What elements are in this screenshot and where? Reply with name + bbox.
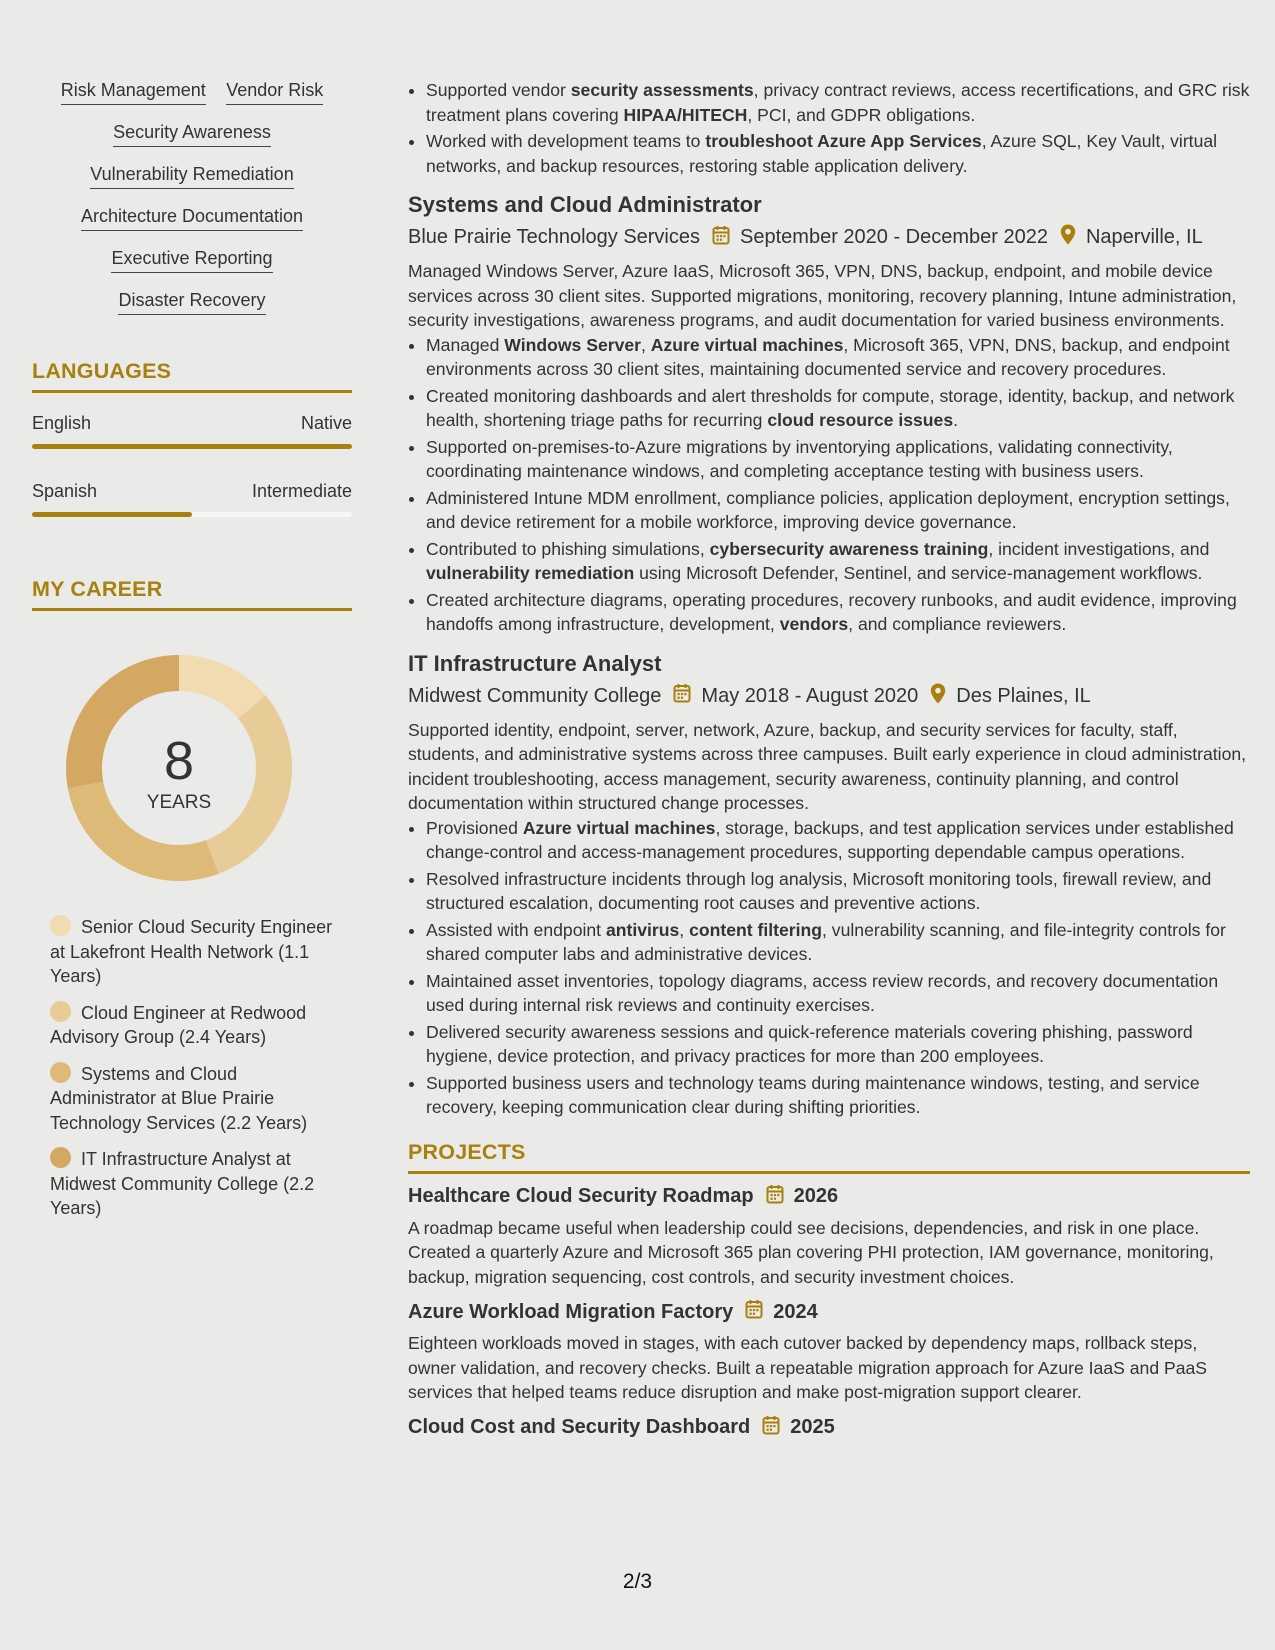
bullet-item: • Administered Intune MDM enrollment, compliance policies, application deployment, encryption settings, and device retirement for a mobile workforce, improving device governance. xyxy=(426,486,1250,535)
projects-heading: PROJECTS xyxy=(408,1140,1250,1174)
project-entry xyxy=(408,1184,1250,1290)
skill-tag: Vendor Risk xyxy=(226,80,323,105)
bullet-item: • Supported on-premises-to-Azure migrations by inventorying applications, validating connectivity, coordinating maintenance windows, and completing acceptance testing with business users. xyxy=(426,435,1250,484)
career-donut-chart xyxy=(66,655,292,881)
skill-row xyxy=(32,206,352,231)
job-dates: September 2020 - December 2022 xyxy=(740,226,1048,248)
language-bar-fill xyxy=(32,512,192,517)
language-level: Native xyxy=(300,413,352,433)
language-name: Spanish xyxy=(32,481,98,501)
language-bar xyxy=(32,512,352,517)
languages-heading: LANGUAGES xyxy=(32,359,352,393)
legend-swatch xyxy=(50,915,71,936)
job-location: Naperville, IL xyxy=(1085,226,1203,248)
bullet-item: • Provisioned Azure virtual machines, storage, backups, and test application services under established change-control and access-management procedures, supporting dependable campus operations. xyxy=(426,816,1250,865)
legend-item xyxy=(50,915,340,989)
language-item xyxy=(32,481,352,517)
career-total-unit: YEARS xyxy=(146,792,212,813)
calendar-icon xyxy=(673,683,691,709)
job-bullets xyxy=(408,333,1250,637)
bullet-item: • Resolved infrastructure incidents through log analysis, Microsoft monitoring tools, firewall review, and structured escalation, documenting root causes and preventive actions. xyxy=(426,867,1250,916)
project-year: 2024 xyxy=(773,1300,818,1323)
job-summary: Supported identity, endpoint, server, network, Azure, backup, and security services for faculty, staff, students, and administrative systems across three campuses. Built early experience in cloud administration, incident troubleshooting, access management, security awareness, continuity planning, and control documentation within structured change processes. xyxy=(408,719,1247,813)
skill-tag: Security Awareness xyxy=(113,122,271,147)
legend-swatch xyxy=(50,1001,71,1022)
skill-row xyxy=(32,80,352,105)
language-level: Intermediate xyxy=(251,481,352,501)
page-number: 2/3 xyxy=(622,1570,653,1593)
legend-item xyxy=(50,1147,340,1221)
legend-swatch xyxy=(50,1062,71,1083)
job-summary: Managed Windows Server, Azure IaaS, Microsoft 365, VPN, DNS, backup, endpoint, and mobile device services across 30 client sites. Supported migrations, monitoring, recovery planning, Intune administration, security investigations, awareness programs, and audit documentation for varied business environments. xyxy=(408,261,1237,330)
project-name: Healthcare Cloud Security Roadmap xyxy=(408,1185,754,1207)
legend-label: Cloud Engineer at Redwood Advisory Group (2.4 Years) xyxy=(50,1002,307,1047)
project-title-row xyxy=(408,1415,1250,1441)
skill-tag: Executive Reporting xyxy=(111,248,272,273)
skill-tag: Vulnerability Remediation xyxy=(90,164,293,189)
career-heading: MY CAREER xyxy=(32,577,352,611)
bullet-item: • Maintained asset inventories, topology diagrams, access review records, and recovery documentation used during internal risk reviews and continuity exercises. xyxy=(426,969,1250,1018)
job-location: Des Plaines, IL xyxy=(956,684,1091,707)
bullet-item: • Assisted with endpoint antivirus, content filtering, vulnerability scanning, and file-integrity controls for shared computer labs and administrative devices. xyxy=(426,918,1250,967)
bullet-item: • Managed Windows Server, Azure virtual machines, Microsoft 365, VPN, DNS, backup, and endpoint environments across 30 client sites, maintaining documented service and recovery procedures. xyxy=(426,333,1250,382)
skills-list xyxy=(32,80,352,315)
career-total-number: 8 xyxy=(163,731,195,791)
legend-item xyxy=(50,1062,340,1136)
legend-swatch xyxy=(50,1147,71,1168)
legend-item xyxy=(50,1001,340,1050)
legend-label: Senior Cloud Security Engineer at Lakefront Health Network (1.1 Years) xyxy=(50,917,333,986)
project-year: 2025 xyxy=(790,1416,835,1438)
language-bar-fill xyxy=(32,444,352,449)
project-description: A roadmap became useful when leadership could see decisions, dependencies, and risk in one place. Created a quarterly Azure and Microsoft 365 plan covering PHI protection, IAM governance, monitoring, backup, migration sequencing, cost controls, and security investment choices. xyxy=(408,1217,1214,1287)
bullet-item: • Supported vendor security assessments, privacy contract reviews, access recertifications, and GRC risk treatment plans covering HIPAA/HITECH, PCI, and GDPR obligations. xyxy=(426,78,1250,127)
project-title-row xyxy=(408,1299,1250,1325)
map-pin-icon xyxy=(930,683,946,710)
project-title-row xyxy=(408,1184,1250,1210)
skill-row xyxy=(32,122,352,147)
right-column xyxy=(408,78,1250,1441)
donut-segment-1 xyxy=(206,696,292,874)
donut-segment-3 xyxy=(66,655,179,788)
legend-label: Systems and Cloud Administrator at Blue Prairie Technology Services (2.2 Years) xyxy=(50,1063,308,1133)
job-dates: May 2018 - August 2020 xyxy=(701,684,919,707)
legend-label: IT Infrastructure Analyst at Midwest Community College (2.2 Years) xyxy=(50,1149,315,1218)
job-meta xyxy=(408,224,1250,251)
job-bullets xyxy=(408,816,1250,1120)
map-pin-icon xyxy=(1060,224,1076,251)
bullet-item: • Delivered security awareness sessions and quick-reference materials covering phishing, password hygiene, device protection, and privacy practices for more than 200 employees. xyxy=(426,1020,1250,1069)
bullet-item: • Created monitoring dashboards and alert thresholds for compute, storage, identity, backup, and network health, shortening triage paths for recurring cloud resource issues. xyxy=(426,384,1250,433)
skill-row xyxy=(32,248,352,273)
career-legend xyxy=(50,915,340,1221)
left-column xyxy=(32,80,352,1233)
calendar-icon xyxy=(766,1184,784,1210)
skill-tag: Architecture Documentation xyxy=(81,206,303,231)
skill-tag: Disaster Recovery xyxy=(118,290,265,315)
project-name: Azure Workload Migration Factory xyxy=(408,1300,734,1323)
job-company: Blue Prairie Technology Services xyxy=(408,226,701,248)
language-bar xyxy=(32,444,352,449)
bullet-item: • Supported business users and technology teams during maintenance windows, testing, and service recovery, keeping communication clear during shifting priorities. xyxy=(426,1071,1250,1120)
project-entry xyxy=(408,1299,1250,1405)
bullet-item: • Contributed to phishing simulations, cybersecurity awareness training, incident investigations, and vulnerability remediation using Microsoft Defender, Sentinel, and service-management workflows. xyxy=(426,537,1250,586)
calendar-icon xyxy=(745,1299,763,1325)
skill-row xyxy=(32,164,352,189)
job-title: Systems and Cloud Administrator xyxy=(408,192,762,217)
job-company: Midwest Community College xyxy=(408,684,662,707)
bullet-item: • Created architecture diagrams, operating procedures, recovery runbooks, and audit evidence, improving handoffs among infrastructure, development, vendors, and compliance reviewers. xyxy=(426,588,1250,637)
skill-tag: Risk Management xyxy=(61,80,206,105)
skill-row xyxy=(32,290,352,315)
project-name: Cloud Cost and Security Dashboard xyxy=(408,1416,751,1438)
intro-bullets xyxy=(408,78,1250,178)
language-item xyxy=(32,413,352,449)
bullet-item: • Worked with development teams to troubleshoot Azure App Services, Azure SQL, Key Vault, virtual networks, and backup resources, restoring stable application delivery. xyxy=(426,129,1250,178)
project-description: Eighteen workloads moved in stages, with each cutover backed by dependency maps, rollback steps, owner validation, and recovery checks. Built a repeatable migration approach for Azure IaaS and PaaS services that helped teams reduce disruption and make post-migration support clearer. xyxy=(408,1333,1208,1402)
job-title: IT Infrastructure Analyst xyxy=(408,650,662,676)
language-name: English xyxy=(32,413,92,433)
job-entry xyxy=(408,192,1250,637)
job-meta xyxy=(408,683,1250,710)
project-entry xyxy=(408,1415,1250,1441)
calendar-icon xyxy=(762,1415,780,1441)
calendar-icon xyxy=(712,225,730,251)
job-entry xyxy=(408,651,1250,1120)
project-year: 2026 xyxy=(793,1185,839,1207)
